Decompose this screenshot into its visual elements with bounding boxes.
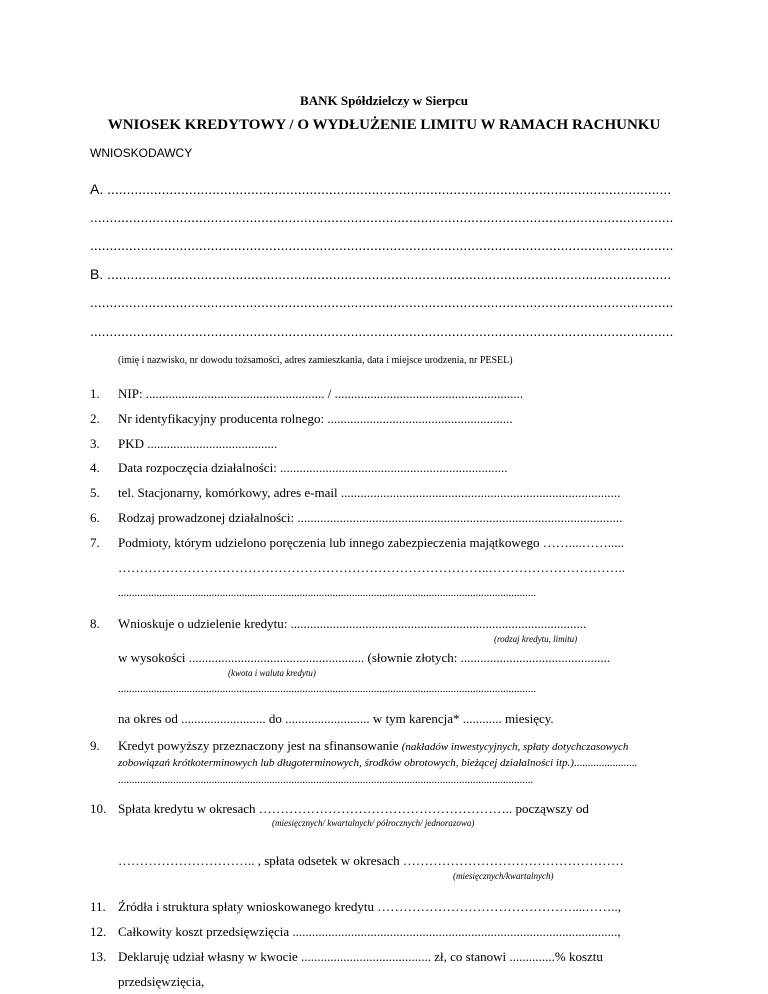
applicants-caption: (imię i nazwisko, nr dowodu tożsamości, adres zamieszkania, data i miejsce urodzenia, nr PESEL) bbox=[118, 355, 513, 366]
item-loan-request: 8. Wnioskuje o udzielenie kredytu: ........................................................................................... bbox=[90, 616, 587, 631]
repayment-period-note: (miesięcznych/ kwartalnych/ półrocznych/ jednorazowa) bbox=[272, 818, 475, 828]
item-repayment-sources: 11. Źródła i struktura spłaty wnioskowanego kredytu ………………………………………....…….., bbox=[90, 899, 621, 914]
item-nip: 1. NIP: ....................................................... / .......................................................... bbox=[90, 386, 524, 401]
own-contribution-line-2: przedsięwzięcia, bbox=[118, 974, 205, 989]
applicants-heading: WNIOSKODAWCY bbox=[90, 146, 193, 160]
applicant-a-line-2: ...................................................................................................................................................... bbox=[90, 209, 674, 225]
guarantees-line-3: ........................................................................................................................................................ bbox=[118, 587, 536, 599]
item-producer-id: 2. Nr identyfikacyjny producenta rolnego: ......................................................... bbox=[90, 411, 513, 426]
item-contact: 5. tel. Stacjonarny, komórkowy, adres e-mail ...................................................................................... bbox=[90, 485, 621, 500]
purpose-line-2: zobowiązań krótkoterminowych lub długoterminowych, środków obrotowych, bieżącej działalności itp.)....................... bbox=[118, 757, 638, 769]
loan-amount-note: (kwota i waluta kredytu) bbox=[228, 668, 316, 678]
form-title: WNIOSEK KREDYTOWY / O WYDŁUŻENIE LIMITU W RAMACH RACHUNKU bbox=[107, 117, 661, 133]
applicant-b-line-1: B. ................................................................................................................................................. bbox=[90, 266, 672, 282]
purpose-line-3: ....................................................................................................................................................... bbox=[118, 774, 534, 786]
applicant-b-line-3: ...................................................................................................................................................... bbox=[90, 323, 674, 339]
item-business-type: 6. Rodzaj prowadzonej działalności: .................................................................................................... bbox=[90, 510, 623, 525]
repayment-interest-line: ………………………….. , spłata odsetek w okresach …………………………………………… bbox=[118, 853, 624, 868]
loan-period-line: na okres od .......................... do .......................... w tym karencja* ............ miesięcy. bbox=[118, 711, 554, 726]
loan-type-note: (rodzaj kredytu, limitu) bbox=[494, 634, 578, 644]
applicant-a-line-1: A. ................................................................................................................................................. bbox=[90, 181, 672, 197]
loan-amount-line: w wysokości ...................................................... (słownie złotych: .............................................. bbox=[118, 650, 611, 665]
item-guarantees: 7. Podmioty, którym udzielono poręczenia lub innego zabezpieczenia majątkowego ……....……..... bbox=[90, 535, 625, 550]
guarantees-line-2: …………………………………………………………………………..………………………….. bbox=[118, 560, 625, 575]
item-start-date: 4. Data rozpoczęcia działalności: ...................................................................... bbox=[90, 460, 508, 475]
item-purpose: 9. Kredyt powyższy przeznaczony jest na sfinansowanie (nakładów inwestycyjnych, spłaty dotychczasowych bbox=[90, 738, 629, 753]
applicant-b-line-2: ...................................................................................................................................................... bbox=[90, 294, 674, 310]
item-total-cost: 12. Całkowity koszt przedsięwzięcia ...................................................................................................., bbox=[90, 924, 621, 939]
loan-words-line: ........................................................................................................................................................ bbox=[118, 683, 536, 695]
item-own-contribution: 13. Deklaruję udział własny w kwocie ........................................ zł, co stanowi ..............% kosztu bbox=[90, 949, 603, 964]
applicant-a-line-3: ...................................................................................................................................................... bbox=[90, 237, 674, 253]
bank-name: BANK Spółdzielczy w Sierpcu bbox=[300, 93, 468, 108]
item-repayment: 10. Spłata kredytu w okresach ………………………………………………….. począwszy od bbox=[90, 801, 589, 816]
item-pkd: 3. PKD ........................................ bbox=[90, 436, 278, 451]
interest-period-note: (miesięcznych/kwartalnych) bbox=[453, 871, 554, 881]
